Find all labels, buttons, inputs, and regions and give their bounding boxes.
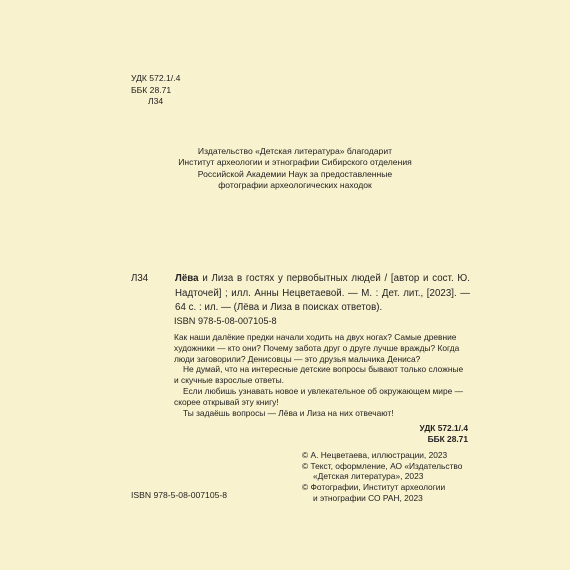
copyright-block bbox=[302, 450, 472, 504]
bibliographic-record bbox=[175, 272, 470, 316]
isbn-bottom: ISBN 978-5-08-007105-8 bbox=[131, 490, 228, 500]
copyright-line: © А. Нецветаева, иллюстрации, 2023 bbox=[302, 450, 448, 460]
udk-block-top bbox=[131, 73, 180, 108]
udk-block-bottom bbox=[380, 423, 468, 444]
udk-code: УДК 572.1/.4 bbox=[131, 73, 181, 83]
acknowledgement-line: Издательство «Детская литература» благодарит bbox=[197, 146, 393, 156]
annotation-paragraph: Как наши далёкие предки начали ходить на двух ногах? Самые древние художники — кто они? Почему забота друг о друге лучше вражды? Когда люди заговорили? Денисовцы — это друзья мальчика Дениса? bbox=[174, 332, 460, 364]
copyright-line: «Детская литература», 2023 bbox=[313, 471, 424, 482]
biblio-author-mark: Л34 bbox=[131, 273, 149, 284]
biblio-title-bold: Лёва bbox=[175, 273, 199, 284]
copyright-line: и этнографии СО РАН, 2023 bbox=[313, 492, 423, 503]
annotation-paragraph: Если любишь узнавать новое и увлекательное об окружающем мире — скорее открывай эту книгу! bbox=[174, 385, 464, 407]
annotation-paragraph: Не думай, что на интересные детские вопросы бывают только сложные и скучные взрослые ответы. bbox=[174, 364, 464, 386]
bbk-code: ББК 28.71 bbox=[427, 433, 468, 444]
acknowledgement-line: Российской Академии Наук за предоставленные bbox=[197, 168, 393, 179]
copyright-line: © Текст, оформление, АО «Издательство bbox=[302, 460, 463, 471]
acknowledgement-line: Институт археологии и этнографии Сибирского отделения bbox=[178, 157, 412, 168]
isbn-middle: ISBN 978-5-08-007105-8 bbox=[174, 316, 277, 326]
acknowledgement-line: фотографии археологических находок bbox=[218, 180, 372, 191]
copyright-line: © Фотографии, Институт археологии bbox=[302, 482, 446, 493]
annotation bbox=[174, 332, 470, 418]
annotation-paragraph: Ты задаёшь вопросы — Лёва и Лиза на них отвечают! bbox=[183, 407, 394, 418]
udk-code: УДК 572.1/.4 bbox=[419, 423, 468, 433]
author-mark: Л34 bbox=[148, 96, 164, 106]
bbk-code: ББК 28.71 bbox=[131, 84, 172, 95]
acknowledgement bbox=[150, 146, 440, 192]
biblio-text: и Лиза в гостях у первобытных людей / [автор и сост. Ю. Надточей] ; илл. Анны Нецветаевой. — М. : Дет. лит., [2023]. — 64 с. : ил. — (Лёва и Лиза в поисках ответов). bbox=[175, 273, 470, 313]
